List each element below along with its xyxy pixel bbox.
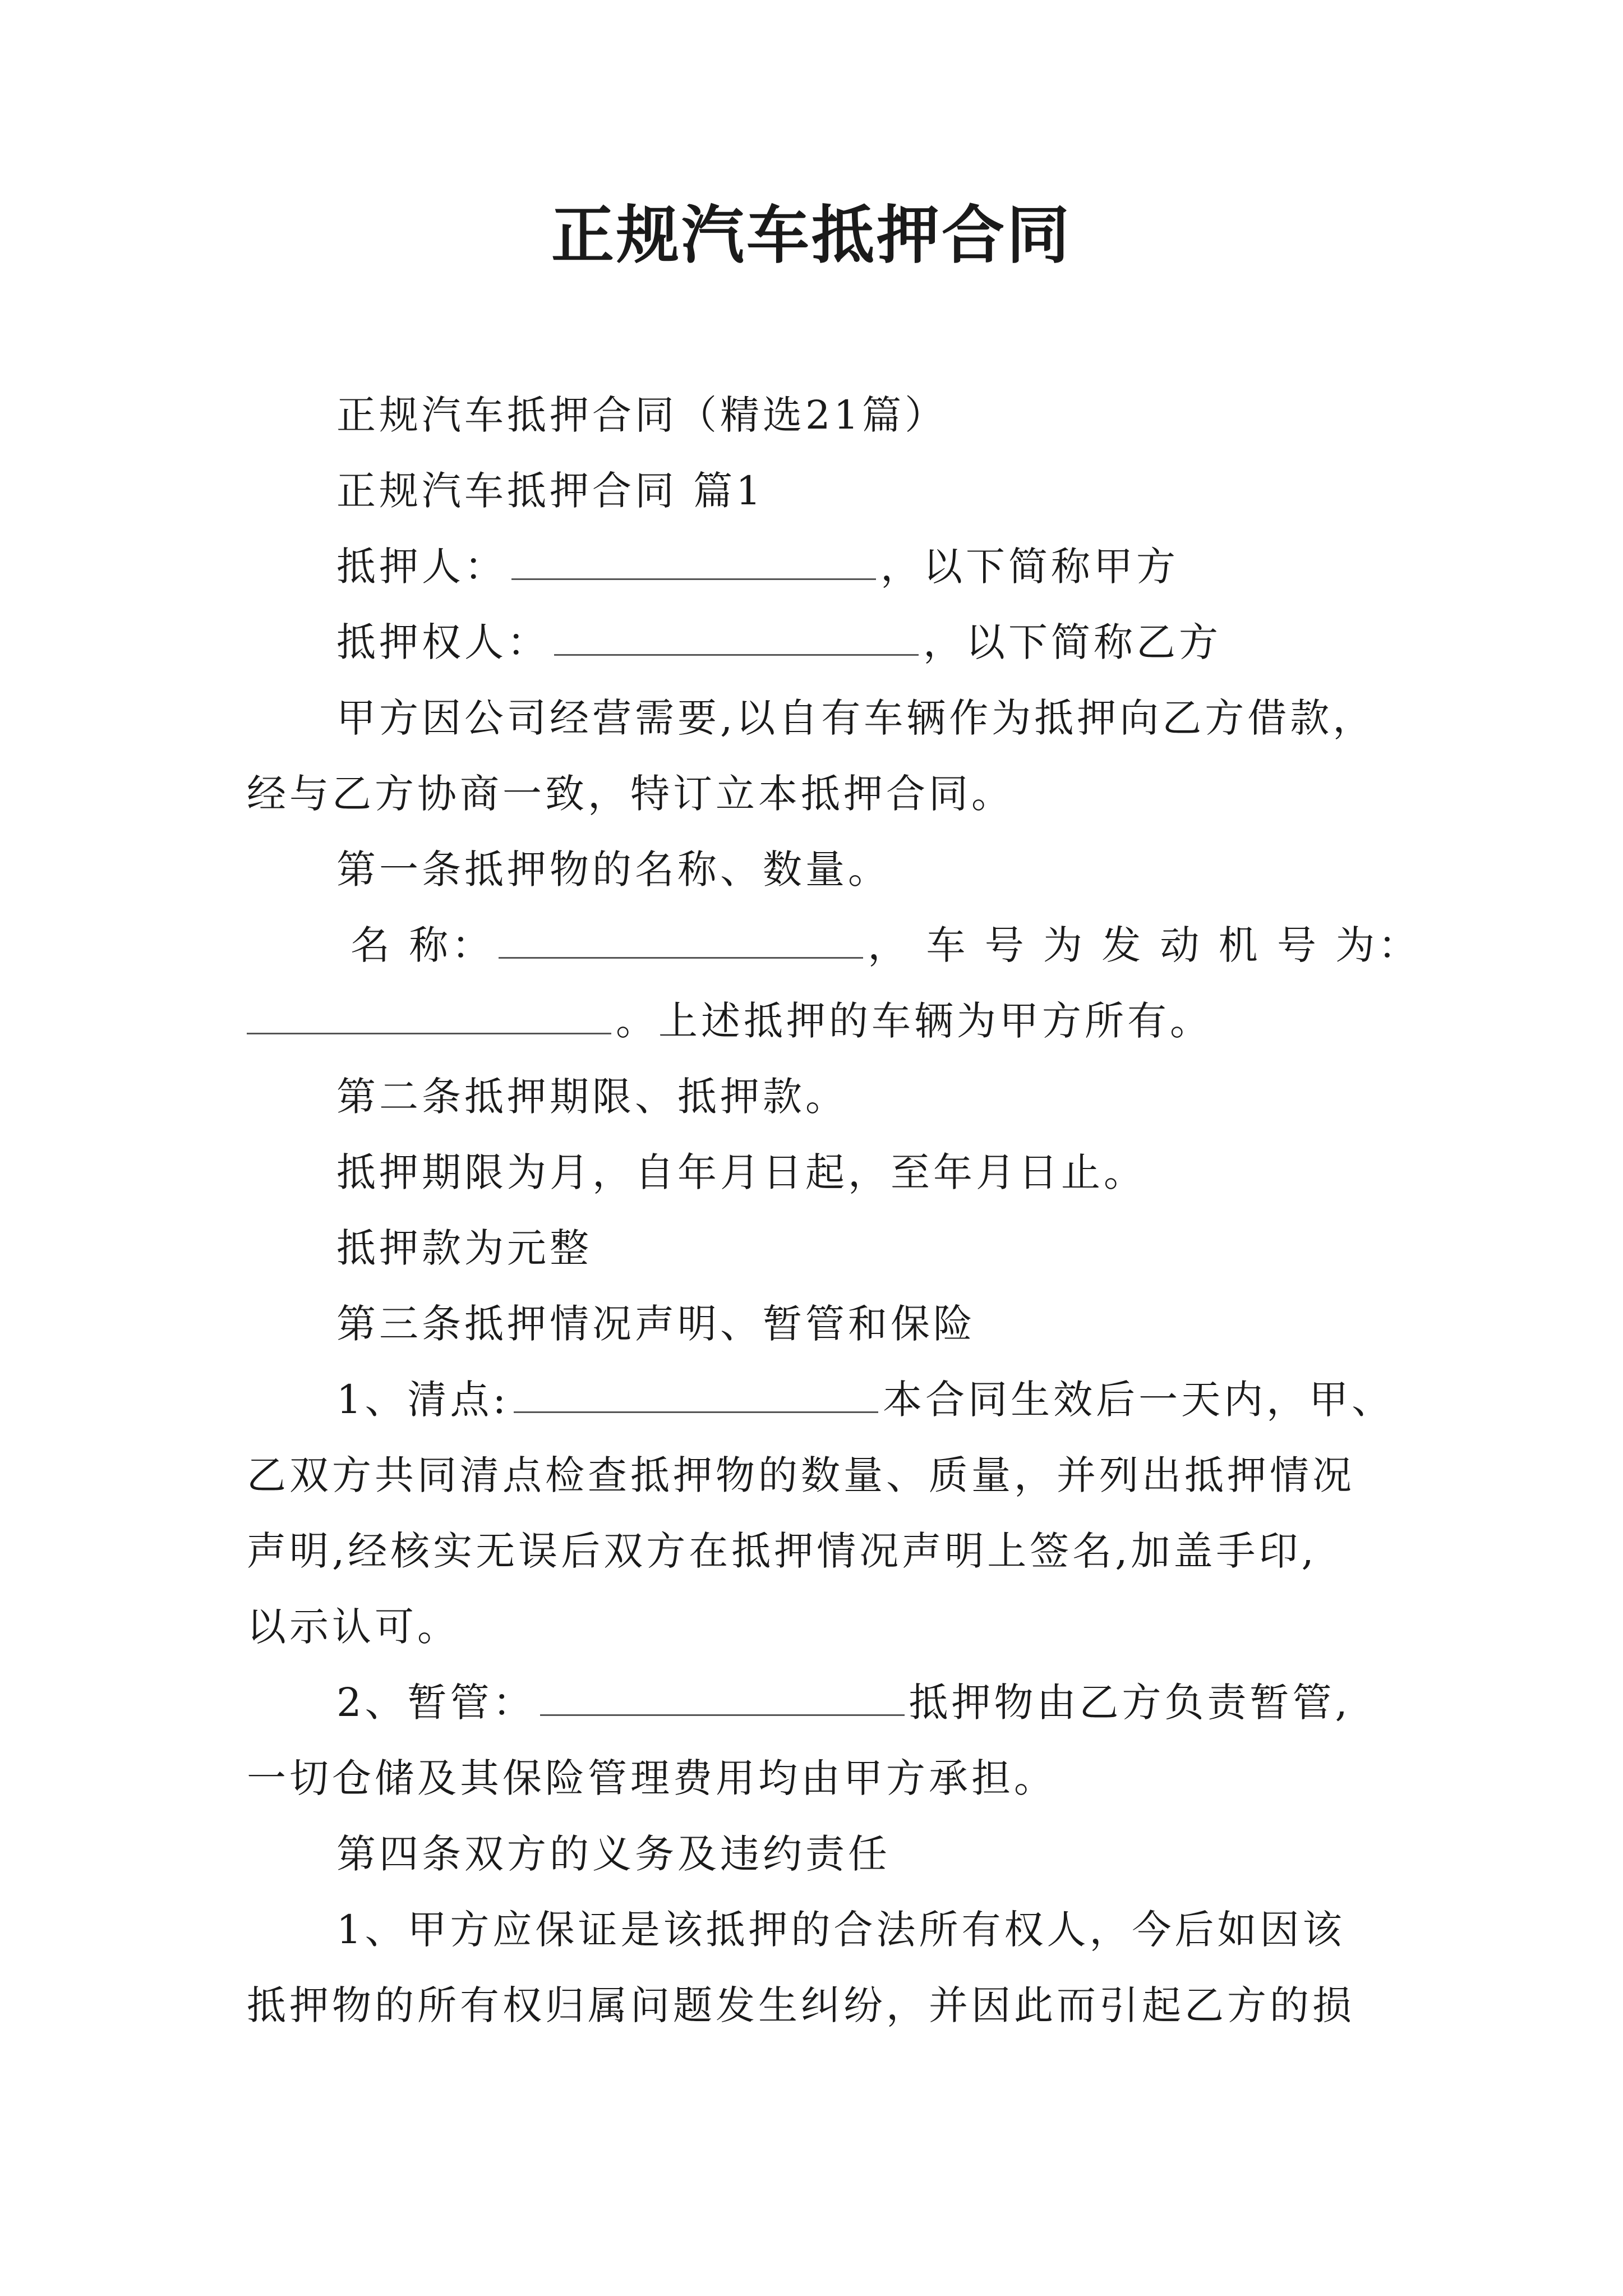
inventory-label: 1、清点: (336, 1377, 510, 1423)
mortgagee-line (336, 609, 1380, 676)
ownership-text: 。上述抵押的车辆为甲方所有。 (616, 998, 1212, 1044)
engine-number-blank (247, 993, 611, 1034)
mortgagor-line (336, 533, 1380, 600)
mortgagor-suffix: ，以下简称甲方 (880, 544, 1179, 590)
article-heading: 第二条抵押期限、抵押款。 (336, 1074, 848, 1120)
paragraph-line: 甲方因公司经营需要,以自有车辆作为抵押向乙方借款， (336, 695, 1376, 741)
subtitle: 正规汽车抵押合同（精选21篇） (336, 392, 948, 438)
mortgagee-blank (554, 615, 919, 656)
paragraph-line: 声明,经核实无误后双方在抵押情况声明上签名,加盖手印, (247, 1528, 1317, 1574)
paragraph-line: 抵押款为元整 (336, 1225, 592, 1271)
mortgagor-blank (511, 539, 876, 580)
paragraph-line: 抵押期限为月，自年月日起，至年月日止。 (336, 1149, 1146, 1195)
article-heading: 第四条双方的义务及违约责任 (336, 1831, 891, 1877)
paragraph-line: 乙双方共同清点检查抵押物的数量、质量，并列出抵押情况 (247, 1452, 1355, 1498)
inventory-blank (514, 1372, 878, 1413)
inventory-text: 本合同生效后一天内，甲、 (883, 1377, 1395, 1423)
paragraph-line: 抵押物的所有权归属问题发生纠纷，并因此而引起乙方的损 (247, 1982, 1355, 2028)
vehicle-name-line (351, 912, 1421, 979)
mortgagee-suffix: ，以下简称乙方 (923, 619, 1221, 665)
document-title: 正规汽车抵押合同 (551, 199, 1072, 272)
paragraph-line: 经与乙方协商一致，特订立本抵押合同。 (247, 771, 1014, 817)
mortgagee-label: 抵押权人： (336, 619, 550, 665)
custody-blank (540, 1675, 905, 1716)
mortgagor-label: 抵押人： (336, 544, 507, 590)
vehicle-name-label: 名 称： (351, 922, 495, 968)
article-heading: 第一条抵押物的名称、数量。 (336, 846, 891, 892)
paragraph-line: 以示认可。 (247, 1604, 460, 1650)
custody-line (336, 1669, 1380, 1736)
vehicle-number-label: ， 车 号 为 发 动 机 号 为： (868, 922, 1421, 968)
custody-label: 2、暂管： (336, 1680, 536, 1726)
custody-text: 抵押物由乙方负责暂管, (909, 1680, 1351, 1726)
inventory-line (336, 1366, 1395, 1433)
engine-number-line (247, 987, 1380, 1055)
vehicle-name-blank (499, 918, 863, 959)
paragraph-line: 一切仓储及其保险管理费用均由甲方承担。 (247, 1755, 1057, 1801)
article-heading: 第三条抵押情况声明、暂管和保险 (336, 1301, 976, 1347)
section-heading: 正规汽车抵押合同 篇1 (336, 468, 764, 514)
paragraph-line: 1、甲方应保证是该抵押的合法所有权人，今后如因该 (336, 1907, 1345, 1953)
